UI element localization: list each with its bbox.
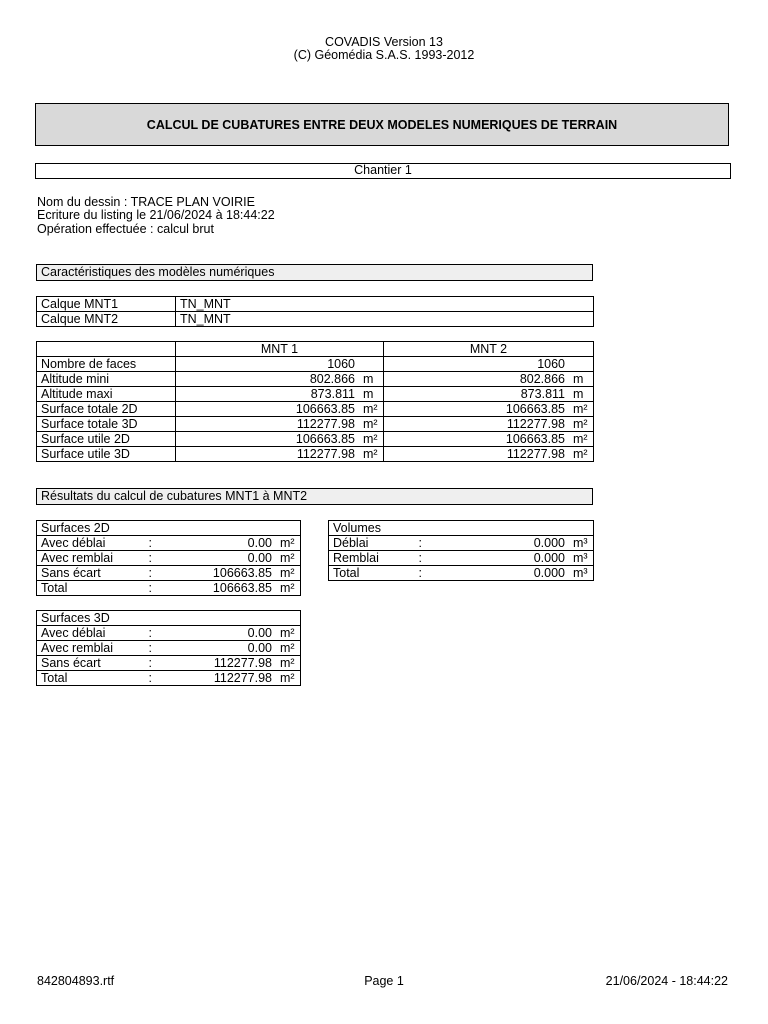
row-value — [195, 581, 301, 596]
value: 106663.85 — [212, 580, 273, 595]
row-label: Avec remblai — [37, 551, 145, 566]
unit: m² — [280, 535, 295, 550]
copyright: (C) Géomédia S.A.S. 1993-2012 — [293, 48, 475, 62]
separator: : — [415, 551, 475, 566]
unit: m — [573, 371, 584, 386]
value: 106663.85 — [505, 401, 565, 416]
mnt2-value — [384, 432, 594, 447]
separator: : — [145, 581, 195, 596]
row-label: Avec déblai — [37, 536, 145, 551]
mnt2-value — [384, 357, 594, 372]
separator: : — [145, 641, 195, 656]
value: 0.00 — [247, 535, 273, 550]
row-value — [475, 566, 594, 581]
value: 112277.98 — [506, 446, 565, 461]
value: 112277.98 — [213, 655, 273, 670]
footer-date: 21/06/2024 - 18:44:22 — [605, 974, 728, 988]
table-row — [329, 536, 594, 551]
unit: m — [363, 386, 374, 401]
value: 0.00 — [247, 640, 273, 655]
value: 873.811 — [310, 386, 355, 401]
unit: m² — [280, 550, 295, 565]
table-header-row — [37, 521, 301, 536]
surfaces-3d-table — [36, 610, 301, 686]
unit: m³ — [573, 565, 588, 580]
report-title: CALCUL DE CUBATURES ENTRE DEUX MODELES NUMERIQUES DE TERRAIN — [35, 103, 729, 146]
row-label: Total — [37, 671, 145, 686]
value: 0.00 — [247, 625, 273, 640]
row-label: Surface utile 3D — [37, 447, 176, 462]
section-results-title: Résultats du calcul de cubatures MNT1 à MNT2 — [36, 488, 593, 505]
operation: Opération effectuée : calcul brut — [37, 222, 214, 236]
table-row — [37, 671, 301, 686]
layer-label: Calque MNT2 — [37, 312, 176, 327]
layer-label: Calque MNT1 — [37, 297, 176, 312]
unit: m² — [363, 446, 378, 461]
row-label: Total — [329, 566, 415, 581]
separator: : — [145, 671, 195, 686]
mnt2-value — [384, 417, 594, 432]
value: 112277.98 — [506, 416, 565, 431]
row-label: Surface totale 2D — [37, 402, 176, 417]
row-value — [195, 536, 301, 551]
row-label: Sans écart — [37, 656, 145, 671]
value: 106663.85 — [295, 431, 355, 446]
mnt1-value — [176, 402, 384, 417]
mnt2-value — [384, 402, 594, 417]
separator: : — [415, 536, 475, 551]
unit: m² — [280, 655, 295, 670]
mnt2-value — [384, 447, 594, 462]
unit: m² — [573, 446, 588, 461]
row-label: Sans écart — [37, 566, 145, 581]
chantier-label: Chantier 1 — [35, 163, 731, 179]
unit: m² — [573, 416, 588, 431]
table-row — [37, 581, 301, 596]
volumes-title: Volumes — [329, 521, 594, 536]
column-header-mnt1: MNT 1 — [176, 342, 384, 357]
unit: m² — [280, 625, 295, 640]
mnt1-value — [176, 447, 384, 462]
table-row — [37, 417, 594, 432]
unit: m² — [363, 416, 378, 431]
unit: m² — [280, 580, 295, 595]
table-row — [37, 551, 301, 566]
table-row — [37, 536, 301, 551]
value: 873.811 — [520, 386, 565, 401]
value: 0.000 — [533, 535, 565, 550]
unit: m — [573, 386, 584, 401]
table-header-row — [329, 521, 594, 536]
mnt2-value — [384, 387, 594, 402]
layers-table — [36, 296, 594, 327]
row-label: Nombre de faces — [37, 357, 176, 372]
unit: m² — [280, 670, 295, 685]
value: 802.866 — [519, 371, 565, 386]
software-version: COVADIS Version 13 — [325, 35, 443, 49]
value: 112277.98 — [213, 670, 273, 685]
table-row — [37, 432, 594, 447]
value: 802.866 — [309, 371, 355, 386]
value: 106663.85 — [212, 565, 273, 580]
row-label: Altitude mini — [37, 372, 176, 387]
table-header-row — [37, 342, 594, 357]
empty-header-cell — [37, 342, 176, 357]
table-header-row — [37, 611, 301, 626]
row-value — [195, 551, 301, 566]
row-label: Déblai — [329, 536, 415, 551]
value: 0.000 — [533, 565, 565, 580]
value: 112277.98 — [296, 416, 355, 431]
row-label: Altitude maxi — [37, 387, 176, 402]
unit: m² — [363, 431, 378, 446]
row-label: Avec déblai — [37, 626, 145, 641]
table-row — [37, 372, 594, 387]
unit: m² — [573, 431, 588, 446]
column-header-mnt2: MNT 2 — [384, 342, 594, 357]
table-row — [37, 447, 594, 462]
separator: : — [145, 626, 195, 641]
row-label: Remblai — [329, 551, 415, 566]
table-row — [37, 312, 594, 327]
row-value — [475, 551, 594, 566]
footer-page-number: Page 1 — [364, 974, 404, 988]
separator: : — [145, 656, 195, 671]
table-row — [329, 566, 594, 581]
unit: m² — [280, 565, 295, 580]
unit: m² — [573, 401, 588, 416]
row-label: Surface utile 2D — [37, 432, 176, 447]
table-row — [37, 402, 594, 417]
row-value — [195, 626, 301, 641]
table-row — [37, 656, 301, 671]
section-models-title: Caractéristiques des modèles numériques — [36, 264, 593, 281]
volumes-table — [328, 520, 594, 581]
unit: m³ — [573, 535, 588, 550]
separator: : — [145, 551, 195, 566]
unit: m — [363, 371, 374, 386]
value: 1060 — [327, 356, 355, 371]
row-value — [475, 536, 594, 551]
mnt1-value — [176, 417, 384, 432]
mnt2-value — [384, 372, 594, 387]
row-label: Total — [37, 581, 145, 596]
table-row — [37, 387, 594, 402]
footer-filename: 842804893.rtf — [37, 974, 115, 988]
layer-value: TN_MNT — [176, 297, 594, 312]
surfaces-2d-table — [36, 520, 301, 596]
value: 1060 — [537, 356, 565, 371]
mnt1-value — [176, 357, 384, 372]
separator: : — [415, 566, 475, 581]
value: 106663.85 — [505, 431, 565, 446]
separator: : — [145, 536, 195, 551]
models-table — [36, 341, 594, 462]
mnt1-value — [176, 432, 384, 447]
unit: m² — [280, 640, 295, 655]
layer-value: TN_MNT — [176, 312, 594, 327]
table-row — [329, 551, 594, 566]
unit: m² — [363, 401, 378, 416]
table-row — [37, 641, 301, 656]
listing-date: Ecriture du listing le 21/06/2024 à 18:44:22 — [37, 208, 275, 222]
row-value — [195, 671, 301, 686]
value: 0.000 — [533, 550, 565, 565]
table-row — [37, 357, 594, 372]
row-label: Surface totale 3D — [37, 417, 176, 432]
surfaces-2d-title: Surfaces 2D — [37, 521, 301, 536]
surfaces-3d-title: Surfaces 3D — [37, 611, 301, 626]
row-label: Avec remblai — [37, 641, 145, 656]
row-value — [195, 656, 301, 671]
value: 112277.98 — [296, 446, 355, 461]
table-row — [37, 626, 301, 641]
mnt1-value — [176, 387, 384, 402]
value: 0.00 — [247, 550, 273, 565]
mnt1-value — [176, 372, 384, 387]
row-value — [195, 641, 301, 656]
table-row — [37, 297, 594, 312]
separator: : — [145, 566, 195, 581]
value: 106663.85 — [295, 401, 355, 416]
table-row — [37, 566, 301, 581]
unit: m³ — [573, 550, 588, 565]
row-value — [195, 566, 301, 581]
drawing-name: Nom du dessin : TRACE PLAN VOIRIE — [37, 195, 255, 209]
